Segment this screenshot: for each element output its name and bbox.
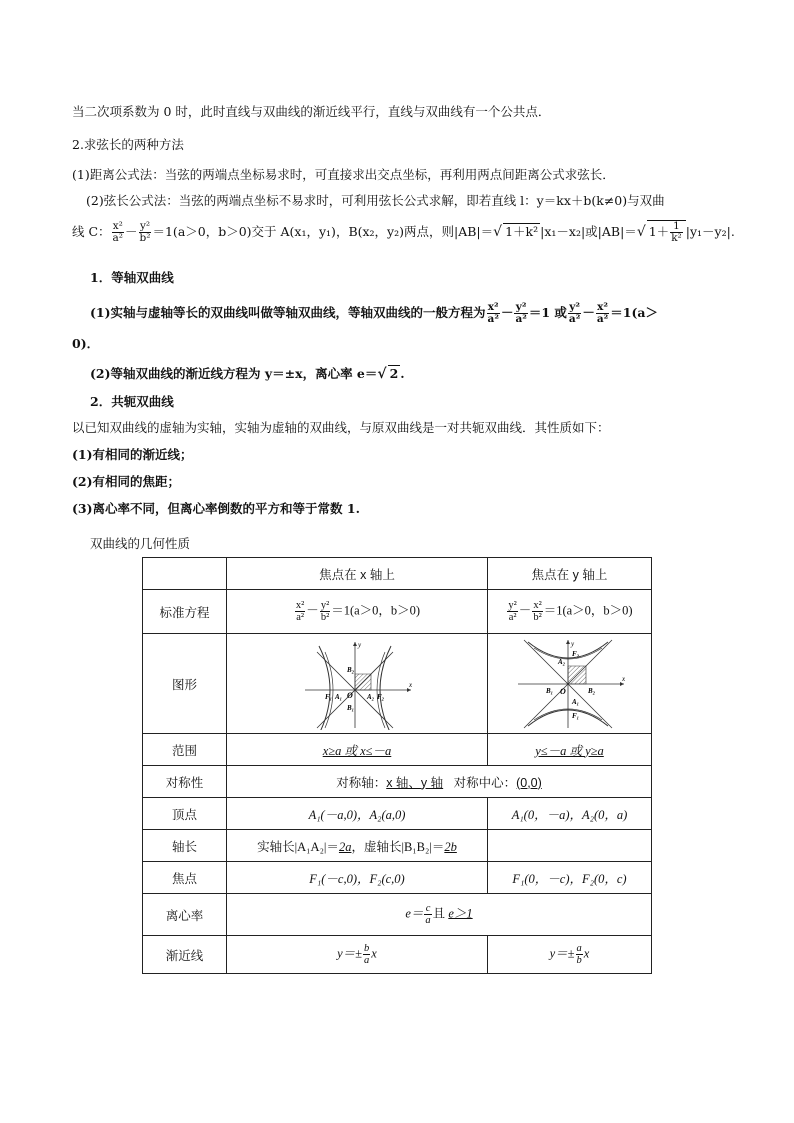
- graph-y-label-b1: B₁: [545, 686, 553, 695]
- frac-x2-a2: $\frac{\text{x²}}{\text{a²}}$: [112, 220, 124, 244]
- sqrt-1-k2: 1＋k²: [505, 224, 539, 239]
- ecc-cond: e＞1: [448, 906, 473, 921]
- graph-y-label-f1: F₁: [571, 711, 579, 720]
- eccentricity-value: e＝ $\frac{c}{a}$ 且 e＞1: [227, 894, 652, 936]
- equi-p1: (1)实轴与虚轴等长的双曲线叫做等轴双曲线，等轴双曲线的一般方程为 $\frac{\text{x²}}{\text{a²}}$ － $\frac{\text{y²}}{\text{a²}}$ ＝1 或 $\frac{\text{y²}}{\text{a²}}$ － $\frac{\text{x²}}{\text{a²}}$ ＝1(a＞: [90, 301, 658, 325]
- equi-p2: (2)等轴双曲线的渐近线方程为 y＝±x，离心率 e＝√ 2 .: [90, 366, 405, 382]
- row-eccentricity: [143, 894, 652, 936]
- ecc-mid: 且: [432, 906, 446, 921]
- conj-item1: (1)有相同的渐近线；: [72, 447, 193, 462]
- graph-x-label-y: y: [358, 640, 362, 649]
- graph-x-branch-left: [319, 646, 333, 730]
- range-x: [227, 734, 488, 766]
- row-axis-length: [143, 830, 652, 862]
- row-asymptote: [143, 936, 652, 974]
- equi-p2-text: (2)等轴双曲线的渐近线方程为 y＝±x，离心率 e＝: [90, 366, 378, 381]
- row-label-range: 范围: [143, 734, 227, 766]
- axis-length-y: [488, 830, 652, 862]
- range-x-text: x≥a 或 x≤－a: [322, 743, 392, 758]
- equi-p1-cont: 0)．: [72, 336, 100, 351]
- vertex-x: A₁(－a,0)，A₂(a,0): [227, 798, 488, 830]
- row-graph: [143, 634, 652, 734]
- asym-y: y＝± $\frac{a}{b}$ x: [488, 936, 652, 974]
- graph-x-hyperbola: [297, 638, 417, 730]
- line-c-label: 线 C：: [72, 224, 111, 239]
- graph-x-label-b1: B₁: [347, 703, 355, 712]
- chord-condition: ＝1(a＞0，b＞0)交于 A(x₁，y₁)，B(x₂，y₂)两点，则|AB|＝: [152, 224, 494, 239]
- sym-center: (0,0): [516, 775, 542, 790]
- row-range: [143, 734, 652, 766]
- vertex-y: A₁(0，－a)，A₂(0，a): [488, 798, 652, 830]
- header-y: 焦点在 y 轴上: [488, 558, 652, 590]
- row-label-graph: 图形: [143, 634, 227, 734]
- equi-p1-or: ＝1 或: [528, 305, 567, 320]
- row-equation: [143, 590, 652, 634]
- symmetry-value: [227, 766, 652, 798]
- graph-y-hatched-rect: [568, 666, 586, 684]
- sym-axis-label: 对称轴：: [336, 775, 387, 790]
- graph-x-label-o: O: [347, 690, 353, 700]
- asym-x-prefix: y＝±: [337, 946, 363, 961]
- sym-axes: x 轴、y 轴: [386, 775, 444, 790]
- row-label-ecc: 离心率: [143, 894, 227, 936]
- header-x: 焦点在 x 轴上: [227, 558, 488, 590]
- equi-p2-end: .: [400, 366, 405, 381]
- sqrt-1-1k2: 1＋ $\frac{1}{\text{k²}}$: [647, 220, 686, 244]
- focus-y: F₁(0，－c)，F₂(0，c): [488, 862, 652, 894]
- asym-x: y＝± $\frac{b}{a}$ x: [227, 936, 488, 974]
- graph-y-label-f2: F₂: [571, 649, 579, 658]
- graph-x-label-a1: A₁: [335, 692, 343, 701]
- row-label-asym: 渐近线: [143, 936, 227, 974]
- row-label-symmetry: 对称性: [143, 766, 227, 798]
- chord-mid: |x₁－x₂|或|AB|＝: [540, 224, 637, 239]
- eq-x-cond: ＝1(a＞0，b＞0): [331, 603, 421, 618]
- graph-x-hatched-rect: [355, 674, 371, 690]
- graph-x-label-f2: F₂: [377, 692, 385, 701]
- asym-y-prefix: y＝±: [549, 946, 575, 961]
- graph-x-branch-right: [380, 646, 391, 730]
- focus-x: F₁(－c,0)，F₂(c,0): [227, 862, 488, 894]
- conj-item3: (3)离心率不同，但离心率倒数的平方和等于常数 1.: [72, 501, 360, 516]
- method-distance: (1)距离公式法：当弦的两端点坐标易求时，可直接求出交点坐标，再利用两点间距离公式求弦长．: [72, 167, 615, 182]
- graph-y-label-o: O: [559, 686, 566, 696]
- graph-y-label-b2: B₂: [587, 686, 595, 695]
- graph-x-label-b2: B₂: [347, 665, 355, 674]
- sym-center-label: 对称中心：: [453, 775, 517, 790]
- intro-line1: 当二次项系数为 0 时，此时直线与双曲线的渐近线平行，直线与双曲线有一个公共点．: [72, 104, 551, 119]
- range-y: [488, 734, 652, 766]
- row-label-axis: 轴长: [143, 830, 227, 862]
- row-label-vertex: 顶点: [143, 798, 227, 830]
- graph-y-label-y: y: [570, 639, 574, 648]
- row-symmetry: [143, 766, 652, 798]
- frac-y2-b2: $\frac{\text{y²}}{\text{b²}}$: [139, 220, 151, 244]
- graph-y-label-a1: A₁: [571, 697, 579, 706]
- graph-x-label-f1: F₁: [325, 692, 333, 701]
- axis-length-x: [227, 830, 488, 862]
- axis-imag-value: 2b: [444, 839, 457, 854]
- section-heading-chord: 2.求弦长的两种方法: [72, 137, 184, 152]
- row-focus: [143, 862, 652, 894]
- conj-item2: (2)有相同的焦距；: [72, 474, 181, 489]
- method-chord-formula-cont: 线 C： $\frac{\text{x²}}{\text{a²}}$ － $\frac{\text{y²}}{\text{b²}}$ ＝1(a＞0，b＞0)交于 A(x₁，y₁)，B(x₂，y₂)两点，则|AB|＝√ 1＋k² |x₁－x₂|或|AB|＝√ 1＋ $\frac{1}{\text{k²}}$ |y₁－y₂|.: [72, 220, 735, 244]
- row-vertex: [143, 798, 652, 830]
- header-empty: [143, 558, 227, 590]
- graph-x-label-a2: A₂: [367, 692, 375, 701]
- eq-y: $\frac{\text{y²}}{\text{a²}}$ － $\frac{\text{x²}}{\text{b²}}$ ＝1(a＞0，b＞0): [488, 590, 652, 634]
- chord-end: |y₁－y₂|.: [685, 224, 735, 239]
- method-chord-formula: (2)弦长公式法：当弦的两端点坐标不易求时，可利用弦长公式求解，即若直线 l：y＝kx＋b(k≠0)与双曲: [86, 193, 665, 208]
- graph-x-cell: [227, 634, 488, 734]
- axis-imag-label: ，虚轴长|B₁B₂|＝: [351, 839, 445, 854]
- row-label-eq: 标准方程: [143, 590, 227, 634]
- range-y-text: y≤－a 或 y≥a: [535, 743, 604, 758]
- row-label-focus: 焦点: [143, 862, 227, 894]
- graph-y-label-a2: A₂: [557, 657, 565, 666]
- axis-real-label: 实轴长|A₁A₂|＝: [257, 839, 339, 854]
- conj-intro: 以已知双曲线的虚轴为实轴，实轴为虚轴的双曲线，与原双曲线是一对共轭双曲线．其性质如下：: [72, 420, 610, 435]
- graph-y-cell: [488, 634, 652, 734]
- axis-real-value: 2a: [338, 839, 352, 854]
- equi-title: 1．等轴双曲线: [90, 270, 174, 285]
- table-caption: 双曲线的几何性质: [90, 536, 191, 551]
- graph-y-label-x: x: [621, 674, 625, 683]
- graph-x-label-x: x: [409, 680, 413, 689]
- conj-title: 2．共轭双曲线: [90, 394, 174, 409]
- ecc-prefix: e＝: [405, 906, 424, 921]
- equi-p1-end: ＝1(a＞: [610, 305, 658, 320]
- graph-y-hyperbola: [510, 638, 630, 730]
- eq-x: $\frac{\text{x²}}{\text{a²}}$ － $\frac{\text{y²}}{\text{b²}}$ ＝1(a＞0，b＞0): [227, 590, 488, 634]
- table-header-row: [143, 558, 652, 590]
- eq-y-cond: ＝1(a＞0，b＞0): [543, 603, 633, 618]
- equi-p1-text: (1)实轴与虚轴等长的双曲线叫做等轴双曲线，等轴双曲线的一般方程为: [90, 305, 486, 320]
- hyperbola-properties-table: [142, 557, 652, 974]
